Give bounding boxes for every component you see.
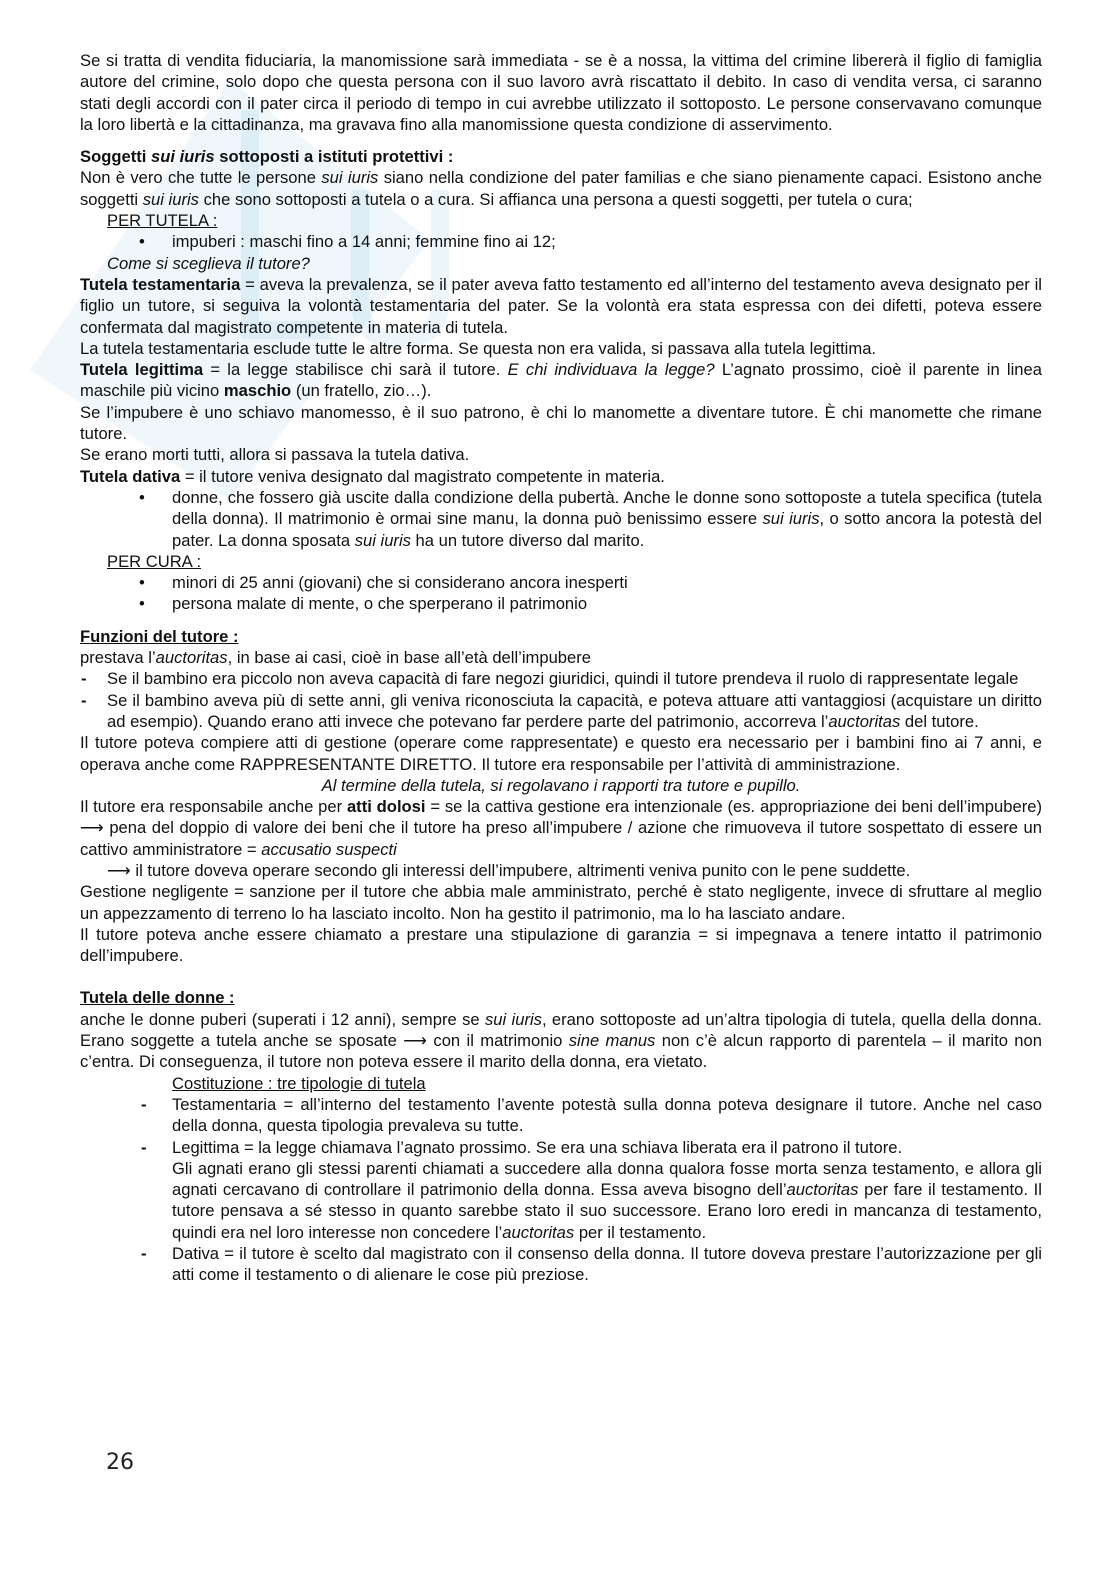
paragraph: Se l’impubere è uno schiavo manomesso, è il suo patrono, è chi lo manomette a diventare tutore. È chi manomette che rimane tutore. bbox=[80, 402, 1042, 444]
paragraph: Gestione negligente = sanzione per il tutore che abbia male amministrato, perché è stato negligente, invece di sfruttare al meglio un appezzamento di terreno lo ha lasciato incolto. Non ha gestito il patrimonio, ma lo ha lasciato andare. bbox=[80, 882, 1042, 923]
bullet-list bbox=[80, 487, 1042, 551]
paragraph-tutela-dativa: Tutela dativa = il tutore veniva designato dal magistrato competente in materia. bbox=[80, 466, 665, 486]
list-item: • persona malate di mente, o che sperperano il patrimonio bbox=[80, 593, 1042, 614]
list-item: • donne, che fossero già uscite dalla condizione della pubertà. Anche le donne sono sottoposte a tutela specifica (tutela della donna). Il matrimonio è ormai sine manu, la donna può benissimo essere sui iuris, o sotto ancora la potestà del pater. La donna sposata sui iuris ha un tutore diverso dal marito. bbox=[80, 487, 1042, 551]
paragraph-tutela-testamentaria: Tutela testamentaria = aveva la prevalenza, se il pater aveva fatto testamento ed all’interno del testamento aveva designato per il figlio un tutore, si seguiva la volontà testamentaria del pater. Se la volontà era stata espressa con dei difetti, poteva essere confermata dal magistrato competente in materia di tutela. bbox=[80, 274, 1042, 337]
section-heading: Tutela delle donne : bbox=[80, 988, 235, 1008]
section-funzioni-tutore bbox=[80, 626, 1042, 967]
arrow-note: ⟶ il tutore doveva operare secondo gli interessi dell’impubere, altrimenti veniva punito con le pene suddette. bbox=[107, 860, 911, 880]
list-item: - Se il bambino era piccolo non aveva capacità di fare negozi giuridici, quindi il tutore prendeva il ruolo di rappresentate legale bbox=[80, 668, 1042, 689]
list-item: • impuberi : maschi fino a 14 anni; femmine fino ai 12; bbox=[80, 231, 1042, 252]
paragraph: Il tutore poteva anche essere chiamato a prestare una stipulazione di garanzia = si impegnava a tenere intatto il patrimonio dell’impubere. bbox=[80, 924, 1042, 966]
paragraph: La tutela testamentaria esclude tutte le altre forma. Se questa non era valida, si passava alla tutela legittima. bbox=[80, 338, 877, 358]
dash-list bbox=[80, 668, 1042, 732]
list-item: - Dativa = il tutore è scelto dal magistrato con il consenso della donna. Il tutore doveva prestare l’autorizzazione per gli atti come il testamento o di alienare le cose più preziose. bbox=[80, 1243, 1042, 1286]
subheading-costituzione: Costituzione : tre tipologie di tutela bbox=[172, 1073, 426, 1093]
bullet-list bbox=[80, 572, 1042, 615]
list-item bbox=[80, 1137, 1042, 1243]
list-item: - Testamentaria = all’interno del testamento l’avente potestà sulla donna poteva designare il tutore. Anche nel caso della donna, questa tipologia prevaleva su tutte. bbox=[80, 1094, 1042, 1137]
section-heading: Soggetti sui iuris sottoposti a istituti protettivi : bbox=[80, 147, 454, 167]
list-item: - Se il bambino aveva più di sette anni, gli veniva riconosciuta la capacità, e poteva attuare atti vantaggiosi (acquistare un diritto ad esempio). Quando erano atti invece che potevano far perdere parte del patrimonio, accorreva l’auctoritas del tutore. bbox=[80, 690, 1042, 733]
intro-paragraph: Se si tratta di vendita fiduciaria, la manomissione sarà immediata - se è a nossa, la vittima del crimine libererà il figlio di famiglia autore del crimine, solo dopo che questa persona con il suo lavoro avrà riscattato il debito. In caso di vendita versa, ci saranno stati degli accordi con il pater circa il periodo di tempo in cui avrebbe utilizzato il sottoposto. Le persone conservavano comunque la loro libertà e la cittadinanza, ma gravava fino alla manomissione questa condizione di asservimento. bbox=[80, 51, 1042, 134]
paragraph-tutela-legittima: Tutela legittima = la legge stabilisce chi sarà il tutore. E chi individuava la legge? L’agnato prossimo, cioè il parente in linea maschile più vicino maschio (un fratello, zio…). bbox=[80, 360, 1042, 401]
document-page bbox=[80, 50, 1042, 1286]
section-heading: Funzioni del tutore : bbox=[80, 626, 239, 646]
paragraph: prestava l’auctoritas, in base ai casi, cioè in base all’età dell’impubere bbox=[80, 648, 592, 668]
list-item-line: - Legittima = la legge chiamava l’agnato prossimo. Se era una schiava liberata era il patrono il tutore. bbox=[172, 1137, 903, 1157]
question: Come si sceglieva il tutore? bbox=[107, 253, 310, 273]
paragraph: Non è vero che tutte le persone sui iuris siano nella condizione del pater familias e che siano pienamente capaci. Esistono anche soggetti sui iuris che sono sottoposti a tutela o a cura. Si affianca una persona a questi soggetti, per tutela o cura; bbox=[80, 168, 1042, 209]
page-number: 26 bbox=[106, 1450, 134, 1475]
subheading-per-cura: PER CURA : bbox=[107, 551, 202, 571]
section-soggetti-sui-iuris bbox=[80, 146, 1042, 615]
dash-list bbox=[80, 1094, 1042, 1286]
list-item-continuation: Gli agnati erano gli stessi parenti chiamati a succedere alla donna qualora fosse morta senza testamento, e allora gli agnati cercavano di controllare il patrimonio della donna. Essa aveva bisogno dell’auctoritas per fare il testamento. Il tutore pensava a sé stesso in quanto sarebbe stato il suo successore. Erano loro eredi in mancanza di testamento, quindi era nel loro interesse non concedere l’auctoritas per il testamento. bbox=[172, 1158, 1042, 1242]
bullet-list bbox=[80, 231, 1042, 252]
paragraph-atti-dolosi: Il tutore era responsabile anche per atti dolosi = se la cattiva gestione era intenzionale (es. appropriazione dei beni dell’impubere) ⟶ pena del doppio di valore dei beni che il tutore ha preso all’impubere / azione che rimuoveva il tutore sospettato di essere un cattivo amministratore = accusatio suspecti bbox=[80, 797, 1042, 859]
section-tutela-donne bbox=[80, 987, 1042, 1285]
subheading-per-tutela: PER TUTELA : bbox=[107, 211, 218, 231]
list-item: • minori di 25 anni (giovani) che si considerano ancora inesperti bbox=[80, 572, 1042, 593]
paragraph: anche le donne puberi (superati i 12 anni), sempre se sui iuris, erano sottoposte ad un’altra tipologia di tutela, quella della donna. Erano soggette a tutela anche se sposate ⟶ con il matrimonio sine manus non c’è alcun rapporto di parentela – il marito non c’entra. Di conseguenza, il tutore non poteva essere il marito della donna, era vietato. bbox=[80, 1009, 1042, 1072]
centered-note: Al termine della tutela, si regolavano i rapporti tra tutore e pupillo. bbox=[321, 775, 801, 795]
paragraph: Se erano morti tutti, allora si passava la tutela dativa. bbox=[80, 445, 470, 465]
paragraph: Il tutore poteva compiere atti di gestione (operare come rappresentate) e questo era necessario per i bambini fino ai 7 anni, e operava anche come RAPPRESENTANTE DIRETTO. Il tutore era responsabile per l’attività di amministrazione. bbox=[80, 733, 1042, 774]
